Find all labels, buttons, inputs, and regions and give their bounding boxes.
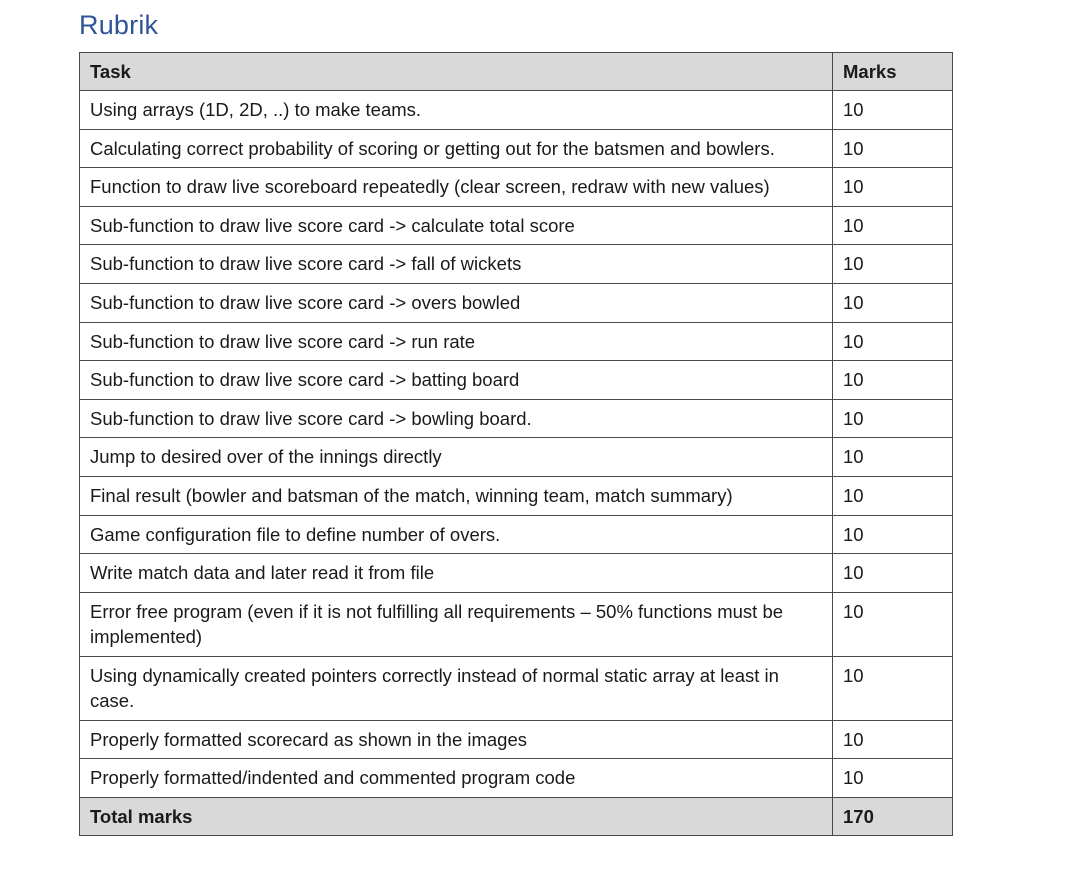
task-cell: Calculating correct probability of scoring or getting out for the batsmen and bowlers. (80, 129, 833, 168)
marks-cell: 10 (833, 361, 953, 400)
table-row (80, 91, 953, 130)
table-header-row (80, 53, 953, 91)
total-label: Total marks (80, 797, 833, 835)
task-cell: Sub-function to draw live score card -> bowling board. (80, 399, 833, 438)
task-cell: Using dynamically created pointers correctly instead of normal static array at least in case. (80, 656, 833, 720)
table-row (80, 322, 953, 361)
column-header-task: Task (80, 53, 833, 91)
marks-cell: 10 (833, 168, 953, 207)
task-cell: Final result (bowler and batsman of the match, winning team, match summary) (80, 476, 833, 515)
table-row (80, 168, 953, 207)
table-row (80, 476, 953, 515)
total-row (80, 797, 953, 835)
rubric-table (79, 52, 953, 836)
table-row (80, 554, 953, 593)
marks-cell: 10 (833, 322, 953, 361)
task-cell: Function to draw live scoreboard repeatedly (clear screen, redraw with new values) (80, 168, 833, 207)
marks-cell: 10 (833, 554, 953, 593)
task-cell: Sub-function to draw live score card -> batting board (80, 361, 833, 400)
table-row (80, 245, 953, 284)
marks-cell: 10 (833, 438, 953, 477)
table-row (80, 438, 953, 477)
table-row (80, 656, 953, 720)
task-cell: Sub-function to draw live score card -> fall of wickets (80, 245, 833, 284)
marks-cell: 10 (833, 129, 953, 168)
task-cell: Sub-function to draw live score card -> overs bowled (80, 283, 833, 322)
task-cell: Sub-function to draw live score card -> run rate (80, 322, 833, 361)
table-row (80, 720, 953, 759)
table-row (80, 206, 953, 245)
task-cell: Sub-function to draw live score card -> calculate total score (80, 206, 833, 245)
table-row (80, 129, 953, 168)
table-row (80, 759, 953, 798)
total-marks: 170 (833, 797, 953, 835)
marks-cell: 10 (833, 399, 953, 438)
marks-cell: 10 (833, 515, 953, 554)
marks-cell: 10 (833, 592, 953, 656)
table-row (80, 399, 953, 438)
table-row (80, 515, 953, 554)
column-header-marks: Marks (833, 53, 953, 91)
marks-cell: 10 (833, 476, 953, 515)
marks-cell: 10 (833, 245, 953, 284)
marks-cell: 10 (833, 283, 953, 322)
table-row (80, 361, 953, 400)
marks-cell: 10 (833, 91, 953, 130)
task-cell: Jump to desired over of the innings directly (80, 438, 833, 477)
task-cell: Properly formatted/indented and commented program code (80, 759, 833, 798)
task-cell: Write match data and later read it from file (80, 554, 833, 593)
document-heading: Rubrik (79, 10, 159, 40)
task-cell: Using arrays (1D, 2D, ..) to make teams. (80, 91, 833, 130)
marks-cell: 10 (833, 206, 953, 245)
table-row (80, 592, 953, 656)
task-cell: Error free program (even if it is not fulfilling all requirements – 50% functions must be implemented) (80, 592, 833, 656)
task-cell: Game configuration file to define number of overs. (80, 515, 833, 554)
task-cell: Properly formatted scorecard as shown in the images (80, 720, 833, 759)
table-row (80, 283, 953, 322)
marks-cell: 10 (833, 759, 953, 798)
marks-cell: 10 (833, 656, 953, 720)
marks-cell: 10 (833, 720, 953, 759)
